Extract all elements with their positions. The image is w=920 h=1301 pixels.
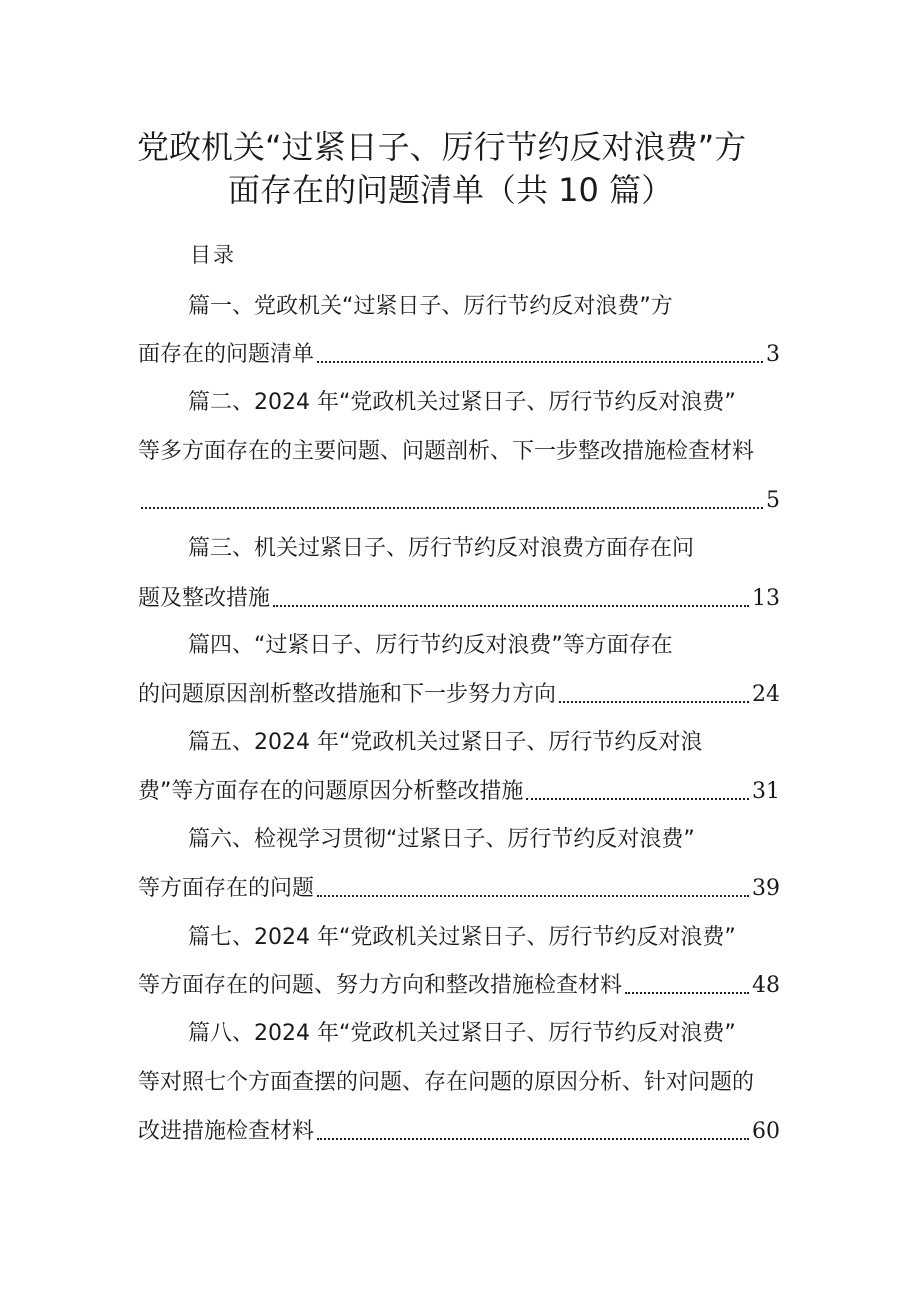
document-title-line-2: 面存在的问题清单（共 10 篇） [228,171,674,209]
toc-leader-dots [273,605,749,607]
toc-entry-7-page: 48 [752,973,780,998]
toc-entry-1-last-line[interactable] [138,339,780,371]
toc-entry-2-line-2[interactable]: 等多方面存在的主要问题、问题剖析、下一步整改措施检查材料 [138,439,755,464]
toc-entry-1-page: 3 [766,342,780,367]
toc-leader-dots [141,507,763,509]
toc-entry-2-line-1[interactable]: 篇二、2024 年“党政机关过紧日子、厉行节约反对浪费” [188,390,736,415]
toc-entry-5-text: 费”等方面存在的问题原因分析整改措施 [138,779,524,804]
toc-entry-6-page: 39 [752,876,780,901]
toc-heading: 目录 [190,243,236,267]
toc-entry-2-page: 5 [766,488,780,513]
toc-leader-dots [317,895,749,897]
toc-leader-dots [526,798,749,800]
toc-entry-5-page: 31 [752,779,780,804]
toc-entry-3-last-line[interactable] [138,583,780,615]
toc-entry-5-line-1[interactable]: 篇五、2024 年“党政机关过紧日子、厉行节约反对浪 [188,730,703,755]
toc-entry-8-text: 改进措施检查材料 [138,1119,315,1144]
toc-leader-dots [317,1138,749,1140]
toc-entry-4-last-line[interactable] [138,679,780,711]
toc-entry-3-line-1[interactable]: 篇三、机关过紧日子、厉行节约反对浪费方面存在问 [188,536,695,561]
toc-entry-6-line-1[interactable]: 篇六、检视学习贯彻“过紧日子、厉行节约反对浪费” [188,827,695,852]
toc-entry-4-text: 的问题原因剖析整改措施和下一步努力方向 [138,682,557,707]
toc-entry-4-page: 24 [752,682,780,707]
toc-entry-8-last-line[interactable] [138,1116,780,1148]
toc-leader-dots [559,701,749,703]
toc-entry-5-last-line[interactable] [138,776,780,808]
toc-entry-8-page: 60 [752,1119,780,1144]
toc-entry-8-line-1[interactable]: 篇八、2024 年“党政机关过紧日子、厉行节约反对浪费” [188,1021,736,1046]
toc-entry-1-text: 面存在的问题清单 [138,342,315,367]
toc-entry-3-text: 题及整改措施 [138,586,271,611]
toc-leader-dots [317,361,763,363]
toc-entry-2-last-line[interactable] [138,485,780,517]
toc-entry-7-last-line[interactable] [138,970,780,1002]
toc-entry-6-last-line[interactable] [138,873,780,905]
toc-entry-8-line-2[interactable]: 等对照七个方面查摆的问题、存在问题的原因分析、针对问题的 [138,1070,755,1095]
document-title-line-1: 党政机关“过紧日子、厉行节约反对浪费”方 [137,128,747,166]
toc-entry-7-line-1[interactable]: 篇七、2024 年“党政机关过紧日子、厉行节约反对浪费” [188,925,736,950]
toc-entry-4-line-1[interactable]: 篇四、“过紧日子、厉行节约反对浪费”等方面存在 [188,633,673,658]
toc-leader-dots [625,992,749,994]
toc-entry-1-line-1[interactable]: 篇一、党政机关“过紧日子、厉行节约反对浪费”方 [188,294,673,319]
toc-entry-3-page: 13 [752,586,780,611]
toc-entry-6-text: 等方面存在的问题 [138,876,315,901]
toc-entry-7-text: 等方面存在的问题、努力方向和整改措施检查材料 [138,973,623,998]
